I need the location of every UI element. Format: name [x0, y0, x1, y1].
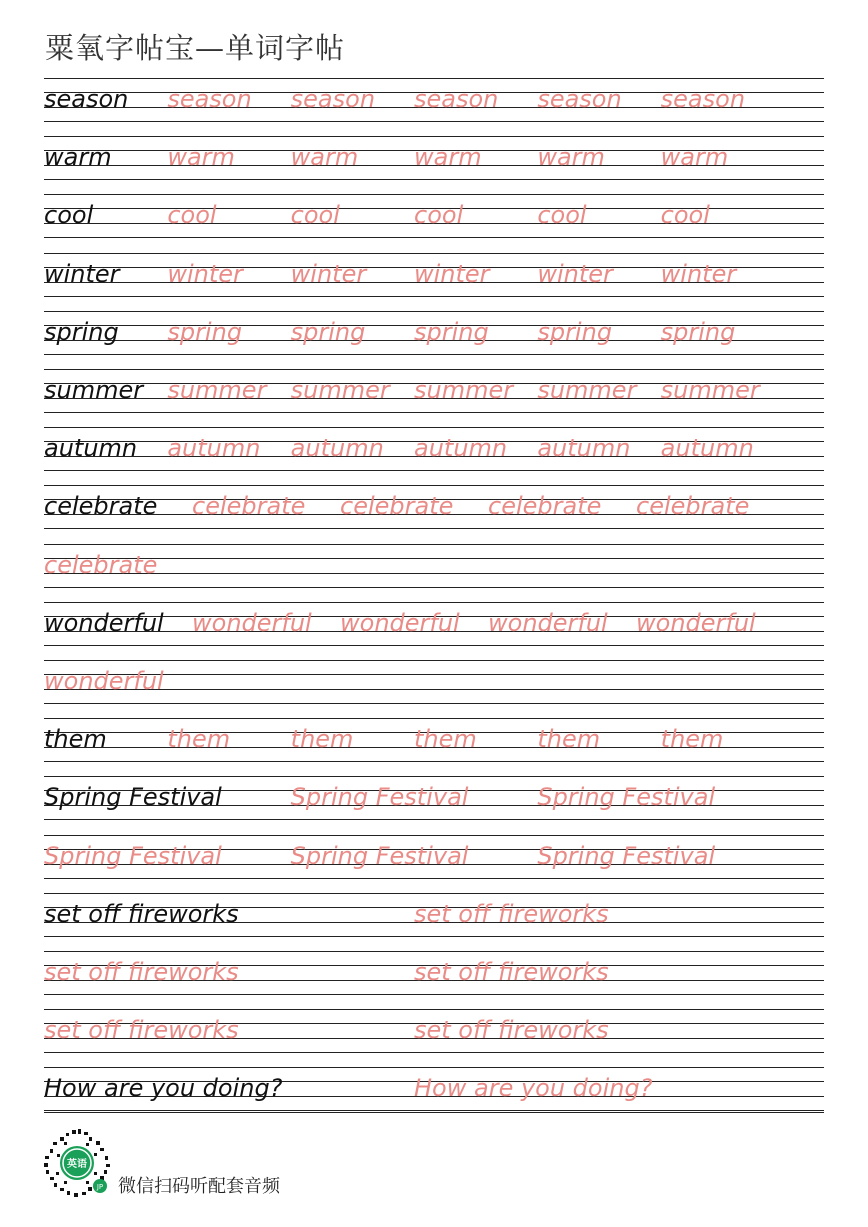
trace-word: winter	[660, 259, 737, 288]
trace-word: celebrate	[192, 492, 306, 521]
trace-word: warm	[660, 143, 729, 172]
ruling-line	[44, 776, 824, 777]
ruling-line	[44, 1067, 824, 1068]
trace-word: wonderful	[340, 608, 460, 637]
trace-word: set off fireworks	[414, 1016, 609, 1045]
ruling-line	[44, 602, 824, 603]
trace-word: cool	[537, 201, 587, 230]
trace-word: warm	[167, 143, 235, 172]
practice-row	[44, 78, 824, 136]
practice-row	[44, 311, 824, 369]
practice-row	[44, 660, 824, 718]
ruling-line	[44, 296, 824, 297]
trace-word: them	[537, 725, 601, 754]
ruling-line	[44, 660, 824, 661]
ruling-line	[44, 369, 824, 370]
qr-badge-label: 英语	[67, 1159, 87, 1170]
trace-word: wonderful	[488, 608, 608, 637]
trace-word: warm	[414, 143, 482, 172]
trace-word: wonderful	[636, 608, 756, 637]
trace-word: cool	[167, 201, 217, 230]
trace-word: How are you doing?	[414, 1074, 653, 1103]
model-word: celebrate	[44, 492, 158, 521]
ruling-line	[44, 994, 824, 995]
practice-row	[44, 951, 824, 1009]
ruling-line	[44, 1052, 824, 1053]
practice-row	[44, 718, 824, 776]
trace-word: them	[167, 725, 231, 754]
trace-word: autumn	[167, 434, 261, 463]
ruling-line	[44, 819, 824, 820]
trace-word: them	[660, 725, 724, 754]
ruling-line	[44, 573, 824, 574]
practice-row	[44, 427, 824, 485]
trace-word: spring	[537, 317, 613, 346]
trace-word: wonderful	[192, 608, 312, 637]
ruling-line	[44, 893, 824, 894]
trace-word: Spring Festival	[290, 841, 469, 870]
trace-word: set off fireworks	[44, 958, 239, 986]
trace-word: set off fireworks	[414, 899, 609, 928]
ruling-line	[44, 194, 824, 195]
ruling-line	[44, 253, 824, 254]
trace-word: cool	[414, 201, 464, 230]
ruling-line	[44, 427, 824, 428]
trace-word: cool	[660, 201, 710, 230]
trace-word: summer	[167, 376, 267, 404]
trace-word: season	[290, 85, 376, 113]
practice-row	[44, 544, 824, 602]
model-word: autumn	[44, 434, 138, 463]
model-word: them	[44, 725, 107, 754]
practice-row	[44, 369, 824, 427]
model-word: summer	[44, 376, 144, 404]
practice-row	[44, 776, 824, 834]
ruling-line	[44, 179, 824, 180]
trace-word: autumn	[290, 434, 384, 463]
trace-word: Spring Festival	[537, 841, 716, 870]
ruling-line	[44, 703, 824, 704]
footer-instruction: 微信扫码听配套音频	[118, 1176, 280, 1197]
ruling-line	[44, 354, 824, 355]
trace-word: Spring Festival	[44, 841, 222, 870]
trace-word: celebrate	[44, 550, 158, 579]
trace-word: winter	[167, 259, 243, 288]
practice-row	[44, 136, 824, 194]
trace-word: season	[660, 85, 746, 113]
trace-word: wonderful	[44, 667, 164, 695]
model-word: cool	[44, 201, 94, 230]
practice-row	[44, 1067, 824, 1125]
page-title: 粟氧字帖宝—单词字帖	[45, 31, 346, 65]
ruling-line	[44, 1009, 824, 1010]
ruling-line	[44, 558, 824, 559]
ruling-line	[44, 528, 824, 529]
ruling-line	[44, 121, 824, 122]
practice-row	[44, 893, 824, 951]
ruling-line	[44, 544, 824, 545]
trace-word: cool	[290, 201, 340, 230]
trace-word: spring	[414, 317, 489, 346]
trace-word: winter	[414, 259, 490, 288]
model-word: spring	[44, 317, 119, 346]
practice-row	[44, 835, 824, 893]
model-word: How are you doing?	[44, 1074, 283, 1103]
qr-code-icon	[42, 1128, 112, 1198]
trace-word: season	[537, 85, 622, 113]
ruling-line	[44, 951, 824, 952]
ruling-line	[44, 645, 824, 646]
trace-word: winter	[537, 259, 613, 288]
trace-word: summer	[537, 376, 637, 404]
ruling-line	[44, 761, 824, 762]
trace-word: Spring Festival	[537, 783, 716, 812]
trace-word: spring	[290, 317, 366, 346]
ruling-line	[44, 237, 824, 238]
trace-word: summer	[414, 376, 514, 404]
practice-row	[44, 485, 824, 543]
trace-word: celebrate	[636, 492, 750, 521]
trace-word: summer	[290, 376, 390, 404]
ruling-line	[44, 718, 824, 719]
ruling-line	[44, 78, 824, 79]
ruling-line	[44, 835, 824, 836]
practice-row	[44, 253, 824, 311]
trace-word: celebrate	[340, 492, 454, 521]
trace-word: season	[414, 85, 499, 113]
trace-word: them	[414, 725, 477, 754]
trace-word: Spring Festival	[290, 783, 469, 812]
model-word: warm	[44, 143, 112, 172]
ruling-line	[44, 1112, 824, 1113]
practice-row	[44, 602, 824, 660]
practice-row	[44, 1009, 824, 1067]
trace-word: warm	[537, 143, 605, 172]
model-word: set off fireworks	[44, 899, 239, 928]
ruling-line	[44, 485, 824, 486]
trace-word: celebrate	[488, 492, 602, 521]
trace-word: set off fireworks	[414, 958, 609, 986]
practice-row	[44, 194, 824, 252]
trace-word: season	[167, 85, 252, 113]
svg-text:JP: JP	[96, 1183, 104, 1191]
ruling-line	[44, 136, 824, 137]
ruling-line	[44, 311, 824, 312]
ruling-line	[44, 587, 824, 588]
trace-word: spring	[167, 317, 243, 346]
ruling-line	[44, 470, 824, 471]
ruling-line	[44, 936, 824, 937]
trace-word: warm	[290, 143, 359, 172]
ruling-line	[44, 878, 824, 879]
trace-word: autumn	[537, 434, 631, 463]
ruling-line	[44, 412, 824, 413]
trace-word: them	[290, 725, 354, 754]
trace-word: summer	[660, 376, 760, 404]
model-word: season	[44, 85, 129, 113]
model-word: Spring Festival	[44, 783, 222, 812]
trace-word: winter	[290, 259, 367, 288]
model-word: winter	[44, 259, 120, 288]
model-word: wonderful	[44, 608, 164, 637]
trace-word: autumn	[414, 434, 508, 463]
trace-word: autumn	[660, 434, 754, 463]
trace-word: spring	[660, 317, 736, 346]
trace-word: set off fireworks	[44, 1016, 239, 1045]
